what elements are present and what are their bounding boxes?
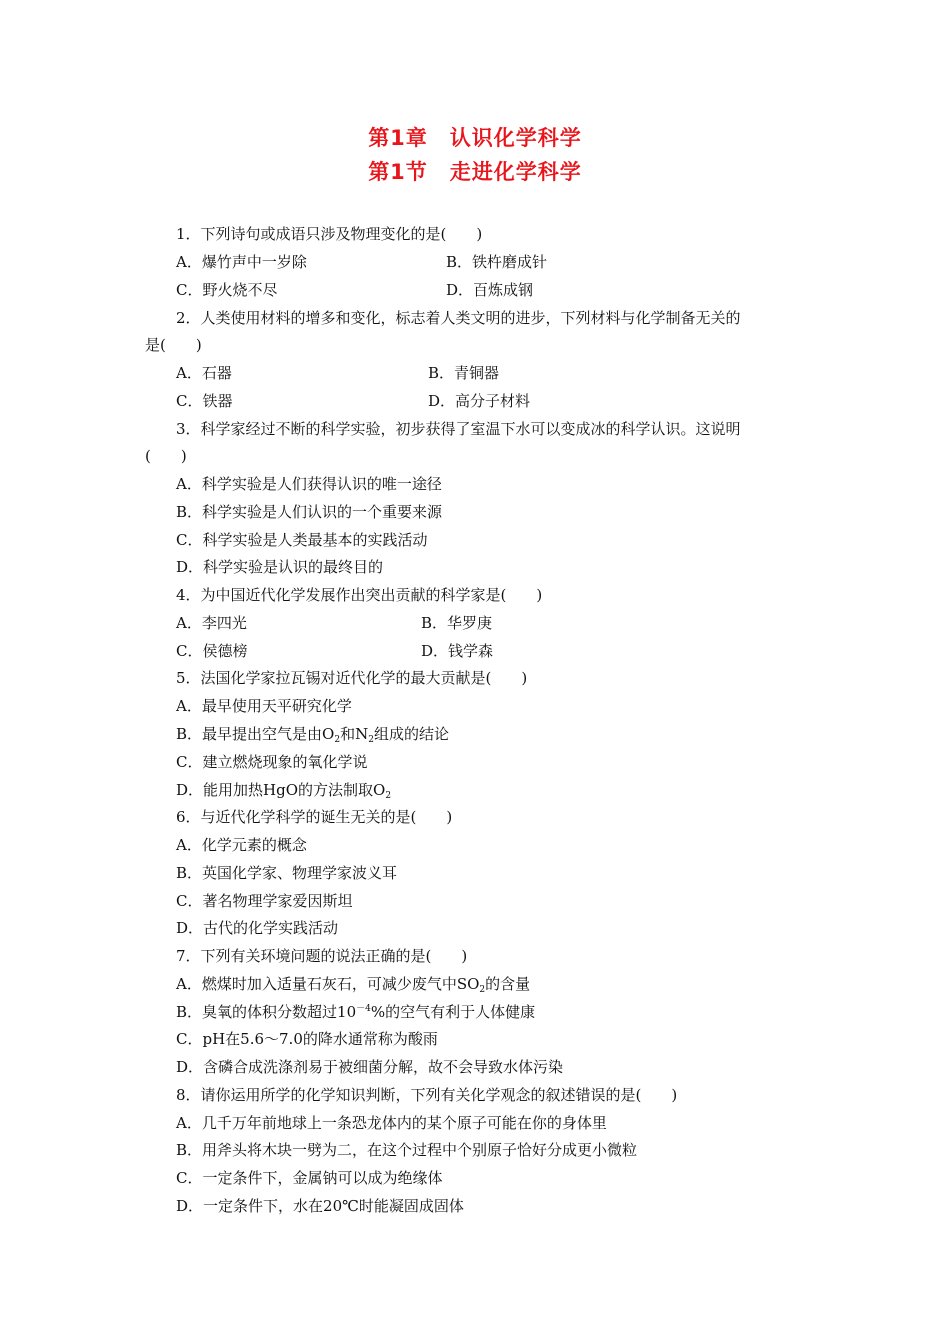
question-6-stem: 6．与近代化学科学的诞生无关的是( )	[176, 808, 453, 826]
question-2-option-c: C．铁器	[176, 392, 233, 410]
question-5-option-b: B．最早提出空气是由$O_2$和$N_2$组成的结论	[176, 725, 449, 745]
question-1-option-a: A．爆竹声中一岁除	[176, 253, 307, 271]
question-2-stem-line2: 是( )	[145, 336, 202, 354]
question-7-option-a: A．燃煤时加入适量石灰石，可减少废气中$SO_2$的含量	[176, 975, 531, 995]
question-1-option-c: C．野火烧不尽	[176, 281, 278, 299]
question-4-option-b: B．华罗庚	[421, 614, 493, 632]
question-8-stem: 8．请你运用所学的化学知识判断，下列有关化学观念的叙述错误的是( )	[176, 1086, 678, 1104]
question-5-option-d: D．能用加热HgO的方法制取$O_2$	[176, 781, 392, 801]
question-8-option-c: C．一定条件下，金属钠可以成为绝缘体	[176, 1169, 443, 1187]
question-1-stem: 1．下列诗句或成语只涉及物理变化的是( )	[176, 225, 483, 243]
question-7-stem: 7．下列有关环境问题的说法正确的是( )	[176, 947, 468, 965]
question-5-option-c: C．建立燃烧现象的氧化学说	[176, 753, 368, 771]
question-4-option-c: C．侯德榜	[176, 642, 248, 660]
question-3-option-d: D．科学实验是认识的最终目的	[176, 558, 384, 576]
question-8-option-a: A．几千万年前地球上一条恐龙体内的某个原子可能在你的身体里	[176, 1114, 607, 1132]
chapter-title: 第1章 认识化学科学	[368, 126, 582, 150]
question-6-option-d: D．古代的化学实践活动	[176, 919, 339, 937]
question-3-stem-line2: ( )	[145, 447, 187, 465]
question-7-option-b: B．臭氧的体积分数超过$10^{-4}\%$的空气有利于人体健康	[176, 1003, 536, 1021]
question-7-option-c: C．pH在5.6～7.0的降水通常称为酸雨	[176, 1030, 438, 1048]
question-8-option-b: B．用斧头将木块一劈为二，在这个过程中个别原子恰好分成更小微粒	[176, 1141, 638, 1159]
question-2-option-b: B．青铜器	[428, 364, 500, 382]
question-6-option-a: A．化学元素的概念	[176, 836, 307, 854]
question-1-option-d: D．百炼成钢	[446, 281, 534, 299]
question-3-option-b: B．科学实验是人们认识的一个重要来源	[176, 503, 443, 521]
question-2-option-d: D．高分子材料	[428, 392, 531, 410]
question-3-stem-line1: 3．科学家经过不断的科学实验，初步获得了室温下水可以变成冰的科学认识。这说明	[176, 420, 741, 438]
section-title: 第1节 走进化学科学	[368, 160, 582, 184]
question-4-option-a: A．李四光	[176, 614, 247, 632]
question-6-option-c: C．著名物理学家爱因斯坦	[176, 892, 353, 910]
question-3-option-a: A．科学实验是人们获得认识的唯一途径	[176, 475, 442, 493]
question-7-option-d: D．含磷合成洗涤剂易于被细菌分解，故不会导致水体污染	[176, 1058, 564, 1076]
question-5-option-a: A．最早使用天平研究化学	[176, 697, 352, 715]
question-8-option-d: D．一定条件下，水在20℃时能凝固成固体	[176, 1197, 464, 1215]
question-4-stem: 4．为中国近代化学发展作出突出贡献的科学家是( )	[176, 586, 543, 604]
question-6-option-b: B．英国化学家、物理学家波义耳	[176, 864, 398, 882]
question-1-option-b: B．铁杵磨成针	[446, 253, 548, 271]
question-5-stem: 5．法国化学家拉瓦锡对近代化学的最大贡献是( )	[176, 669, 528, 687]
question-3-option-c: C．科学实验是人类最基本的实践活动	[176, 531, 428, 549]
question-2-option-a: A．石器	[176, 364, 232, 382]
question-4-option-d: D．钱学森	[421, 642, 494, 660]
question-2-stem-line1: 2．人类使用材料的增多和变化，标志着人类文明的进步，下列材料与化学制备无关的	[176, 309, 741, 327]
